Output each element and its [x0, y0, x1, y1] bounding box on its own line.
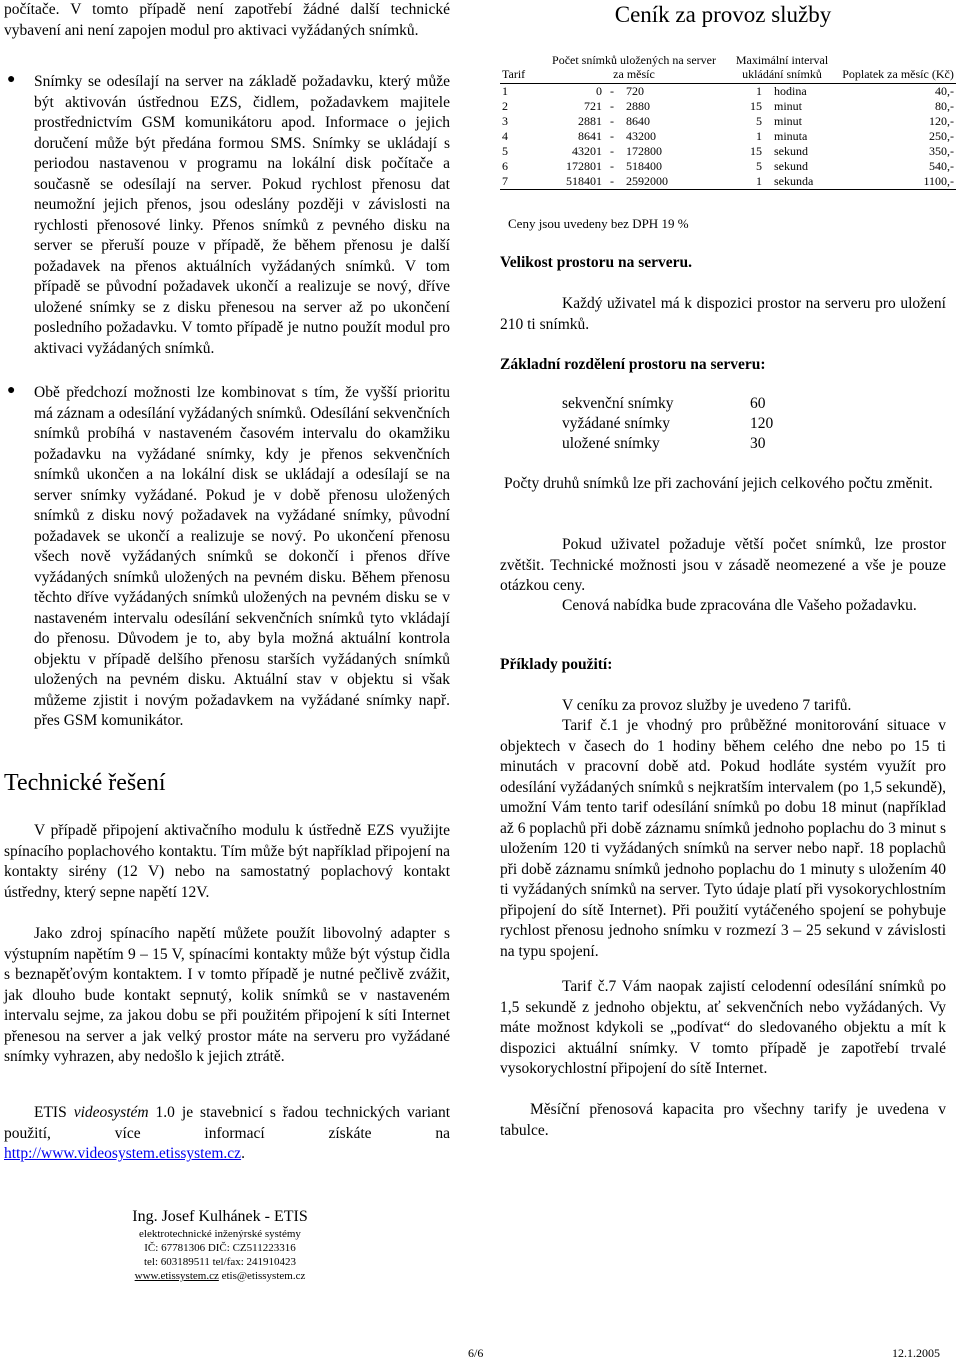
interval-unit-cell: hodina — [774, 84, 807, 98]
table-row — [500, 114, 956, 129]
fee-cell: 250,- — [929, 129, 954, 143]
section-heading: Technické řešení — [4, 770, 166, 796]
etis-text: 1.0 je stavebnicí s řadou technických variant použití, více informací získáte na — [4, 1104, 450, 1142]
count-from-cell: 518401 — [566, 174, 602, 188]
alloc-table — [562, 394, 773, 454]
example-paragraph-1: V ceníku za provoz služby je uvedeno 7 tarifů. — [562, 697, 852, 714]
company-subtitle: elektrotechnické inženýrské systémy — [139, 1228, 301, 1240]
count-from-cell: 2881 — [578, 114, 602, 128]
alloc-value: 120 — [750, 415, 774, 432]
count-to-cell: 518400 — [626, 159, 662, 173]
count-to-cell: 8640 — [626, 114, 650, 128]
count-to-cell: 2592000 — [626, 174, 668, 188]
company-phone: tel: 603189511 tel/fax: 241910423 — [143, 1256, 297, 1268]
interval-unit-cell: minut — [774, 114, 803, 128]
tech-paragraph-1: V případě připojení aktivačního modulu k ústředně EZS využijte spínacího poplachového kontaktu. Tím může být například připojení na kontakty sirény (12 V) nebo na samostatný poplachový kontakt ústředny, který sepne napětí 12V. — [4, 822, 450, 901]
etis-text: ETIS — [34, 1104, 74, 1121]
interval-unit-cell: sekunda — [774, 174, 814, 188]
etis-paragraph: ETIS videosystém 1.0 je stavebnicí s řadou technických variant použití, více informací získáte na http://www.videosystem.etissystem.cz. — [4, 1104, 450, 1162]
range-dash-cell: - — [610, 159, 614, 173]
tariff-number-cell: 2 — [502, 99, 508, 113]
count-to-cell: 2880 — [626, 99, 650, 113]
table-header-row — [500, 53, 956, 84]
examples-heading: Příklady použití: — [500, 656, 613, 673]
more-space-paragraph: Pokud uživatel požaduje větší počet snímků, lze prostor zvětšit. Technické možnosti jsou v zásadě neomezené a vše je pouze otázkou ceny. — [500, 536, 946, 594]
fee-cell: 540,- — [929, 159, 954, 173]
bullet-text: Obě předchozí možnosti lze kombinovat s tím, že vyšší prioritu má záznam a odesílání vyžádaných snímků. Odesílání sekvenčních snímků probíhá v nastaveném časovém intervalu do okamžiku požadavku na vyžádané snímky, kdy je přenos sekvenčních snímků ukončen a na lokální disk se ukládají a odesílají se na server snímky vyžádané. Pokud je v době přenosu uložených snímků z disku nový požadavek na vyžádané snímky, původní požadavek se ukončí a realizuje se nový. Po ukončení přenosu všech nově vyžádaných snímků se dokončí i přenos dříve vyžádaných snímků uložených na pevném disku. Během přenosu těchto dříve vyžádaných snímků uložených na pevném disku se v nastaveném intervalu odesílání sekvenčních snímků tyto vkládají do přenosu. Důvodem je to, aby byla možná aktuální kontrola objektu v případě delšího přenosu starších vyžádaných snímků uložených na pevném disku. Aktuální stav v objektu si však můžeme zjistit i novým požadavkem na vyžádané snímky např. přes GSM komunikátor. — [34, 384, 450, 729]
example-paragraph-2: Tarif č.1 je vhodný pro průběžné monitorování situace v objektech v časech do 1 hodiny během celého dne nebo po 15 ti minutách v pracovní době atd. Pokud hodláte systém využít pro odesílání vyžádaných snímků s nejkratším intervalem (po 1,5 sekundě), umožní Vám tento tarif odesílání snímků po dobu 18 minut (například až 6 poplachů při době záznamu snímků jednoho poplachu do 3 minut s uložením 120 ti vyžádaných snímků na server nebo např. 18 poplachů při době záznamu snímků jednoho poplachu do 1 minuty s uložením 40 ti vyžádaných snímků na server. Tyto údaje platí při vysokorychlostním připojení do sítě Internet). Při použití vytáčeného spojení se pohybuje rychlost přenosu jednoho snímku v rozmezí 3 – 25 sekund v závislosti na typu spojení. — [500, 717, 946, 960]
range-dash-cell: - — [610, 84, 614, 98]
fee-cell: 40,- — [935, 84, 954, 98]
tariff-number-cell: 7 — [502, 174, 508, 188]
column-header: Maximální interval ukládání snímků — [735, 53, 829, 81]
range-dash-cell: - — [610, 144, 614, 158]
example-paragraph-4: Měsíční přenosová kapacita pro všechny tarify je uvedena v tabulce. — [500, 1101, 946, 1139]
space-heading: Velikost prostoru na serveru. — [500, 254, 693, 271]
range-dash-cell: - — [610, 174, 614, 188]
fee-cell: 80,- — [935, 99, 954, 113]
interval-value-cell: 1 — [756, 84, 762, 98]
vat-note: Ceny jsou uvedeny bez DPH 19 % — [508, 216, 689, 231]
bullet-text: Snímky se odesílají na server na základě požadavku, který může být aktivován ústřednou EZS, čidlem, požadavkem majitele prostřednictvím GSM komunikátoru apod. Informace o jejich doručení může být předána formou SMS. Snímky se ukládají s periodou nastavenou v programu na lokální disk počítače a současně se odesílají na server. Pokud rychlost přenosu dat neumožní jejich přenos, jsou odeslány později v závislosti na rychlosti přenosové linky. Přenos snímků z pevného disku na server se přeruší pouze v případě, že během přenosu je další požadavek na přenos aktuálních vyžádaných snímků. V tom případě se původní požadavek ukončí a realizuje se nový, dříve uložené snímky se z disku přenesou na server až po ukončení posledního požadavku. V tomto případě je nutno použít modul pro aktivaci vyžádaných snímků. — [34, 73, 450, 357]
company-web-link[interactable]: www.etissystem.cz — [134, 1270, 219, 1282]
company-footer — [100, 1207, 340, 1283]
interval-unit-cell: sekund — [774, 159, 808, 173]
tariff-number-cell: 5 — [502, 144, 508, 158]
bullet-icon: ● — [7, 72, 16, 87]
table-row — [500, 129, 956, 144]
example-paragraph-3: Tarif č.7 Vám naopak zajistí celodenní odesílání snímků po 1,5 sekundě z jednoho objektu, ať sekvenčních nebo vyžádaných. Vy máte možnost kdykoli se „podívat“ do sledovaného objektu a mít k dispozici aktuální snímky. V tomto případě je zapotřebí trvalé vysokorychlostní připojení do sítě Internet. — [500, 978, 946, 1077]
interval-value-cell: 5 — [756, 159, 762, 173]
interval-value-cell: 1 — [756, 174, 762, 188]
interval-unit-cell: sekund — [774, 144, 808, 158]
count-from-cell: 43201 — [572, 144, 602, 158]
tariff-number-cell: 6 — [502, 159, 508, 173]
count-to-cell: 720 — [626, 84, 644, 98]
table-row — [500, 84, 956, 100]
website-link[interactable]: http://www.videosystem.etissystem.cz — [4, 1145, 242, 1162]
price-list-title: Ceník za provoz služby — [614, 2, 832, 27]
alloc-value: 30 — [750, 435, 766, 452]
table-row — [500, 159, 956, 174]
range-dash-cell: - — [610, 99, 614, 113]
count-to-cell: 43200 — [626, 129, 656, 143]
count-from-cell: 8641 — [578, 129, 602, 143]
count-to-cell: 172800 — [626, 144, 662, 158]
tariff-number-cell: 3 — [502, 114, 508, 128]
bullet-item — [4, 72, 450, 359]
interval-unit-cell: minuta — [774, 129, 808, 143]
alloc-label: uložené snímky — [562, 435, 660, 452]
column-header: Poplatek za měsíc (Kč) — [842, 67, 954, 81]
fee-cell: 1100,- — [923, 174, 954, 188]
column-header: Počet snímků uložených na server za měsíc — [552, 53, 716, 81]
counts-paragraph: Počty druhů snímků lze při zachování jejich celkového počtu změnit. — [504, 475, 933, 492]
table-body — [500, 84, 956, 190]
company-name: Ing. Josef Kulhánek - ETIS — [132, 1208, 308, 1225]
interval-value-cell: 1 — [756, 129, 762, 143]
interval-value-cell: 15 — [750, 99, 762, 113]
count-from-cell: 721 — [584, 99, 602, 113]
count-from-cell: 0 — [596, 84, 602, 98]
fee-cell: 350,- — [929, 144, 954, 158]
tariff-table — [500, 53, 956, 190]
offer-paragraph: Cenová nabídka bude zpracována dle Vašeho požadavku. — [562, 597, 917, 614]
count-from-cell: 172801 — [566, 159, 602, 173]
tech-paragraph-2: Jako zdroj spínacího napětí můžete použít libovolný adapter s výstupním napětím 9 – 15 V, spínacími kontakty může být výstup čidla s beznapěťovým kontaktem. I v tomto případě je nutné pečlivě zvážit, jak dlouho bude kontakt sepnutý, kolik snímků se v nastaveném intervalu sejme, za jakou dobu se při použitém připojení k síti Internet přenesou na server a jak velký prostor máte na serveru pro vyžádané snímky vyhrazen, aby nedošlo k jejich ztrátě. — [4, 925, 450, 1065]
alloc-row — [562, 414, 773, 434]
bullet-icon: ● — [7, 383, 16, 398]
alloc-heading: Základní rozdělení prostoru na serveru: — [500, 356, 766, 373]
bullet-item — [4, 383, 450, 732]
alloc-row — [562, 394, 773, 414]
fee-cell: 120,- — [929, 114, 954, 128]
space-paragraph: Každý uživatel má k dispozici prostor na serveru pro uložení 210 ti snímků. — [500, 295, 946, 333]
tariff-number-cell: 4 — [502, 129, 508, 143]
interval-unit-cell: minut — [774, 99, 803, 113]
intro-paragraph: počítače. V tomto případě není zapotřebí žádné další technické vybavení ani není zapojen modul pro aktivaci vyžádaných snímků. — [4, 1, 450, 39]
interval-value-cell: 15 — [750, 144, 762, 158]
range-dash-cell: - — [610, 129, 614, 143]
interval-value-cell: 5 — [756, 114, 762, 128]
table-row — [500, 99, 956, 114]
range-dash-cell: - — [610, 114, 614, 128]
etis-product: videosystém — [73, 1104, 149, 1121]
company-email: etis@etissystem.cz — [218, 1270, 306, 1282]
page-number: 6/6 — [468, 1346, 484, 1360]
table-row — [500, 144, 956, 159]
alloc-value: 60 — [750, 395, 766, 412]
tariff-number-cell: 1 — [502, 84, 508, 98]
alloc-label: sekvenční snímky — [562, 395, 674, 412]
page-date: 12.1.2005 — [892, 1346, 940, 1360]
alloc-label: vyžádané snímky — [562, 415, 671, 432]
alloc-row — [562, 434, 773, 454]
column-header: Tarif — [502, 67, 526, 81]
company-ids: IČ: 67781306 DIČ: CZ511223316 — [144, 1242, 296, 1254]
table-row — [500, 174, 956, 190]
